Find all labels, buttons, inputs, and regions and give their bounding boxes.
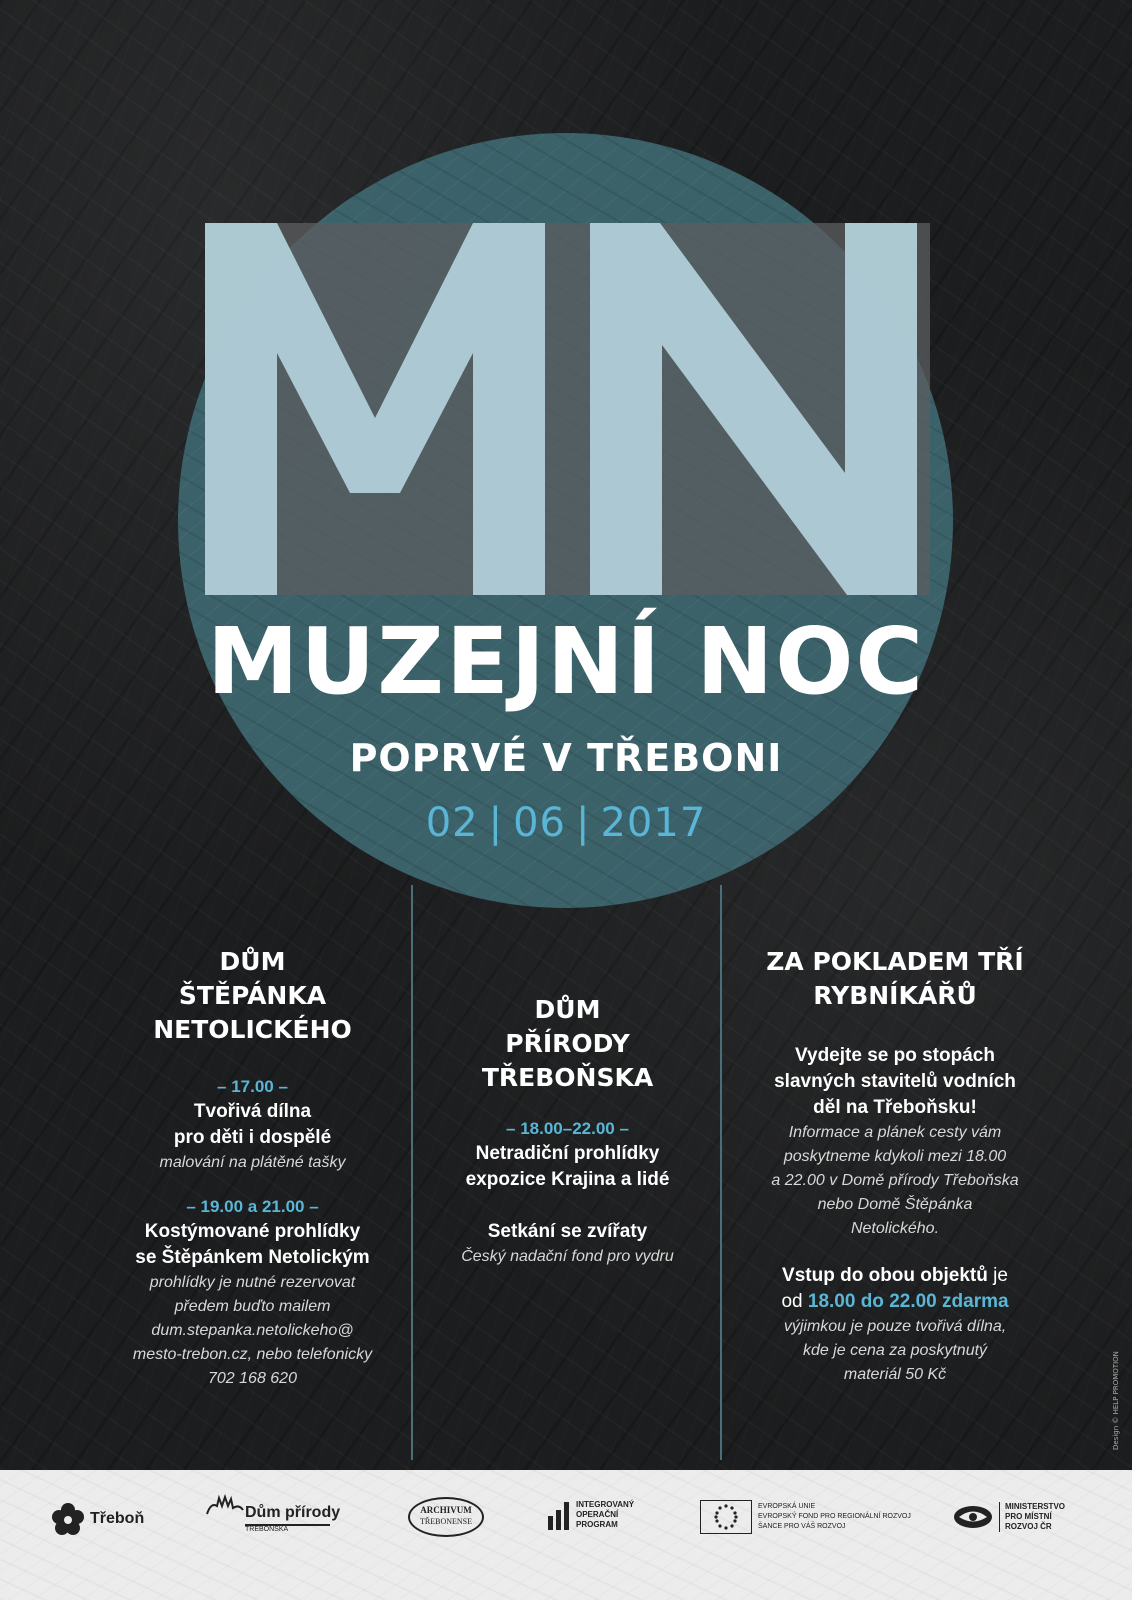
info-text: Informace a plánek cesty vám poskytneme kdykoli mezi 18.00 a 22.00 v Domě přírody Třeboňska nebo Domě Štěpánka Netolického.	[771, 1124, 1019, 1237]
eu-flag-icon	[700, 1500, 752, 1534]
mn-letters	[205, 223, 917, 595]
event-date: 02 | 06 | 2017	[425, 800, 707, 846]
hand-icon	[205, 1494, 245, 1516]
event-title: Setkání se zvířaty	[487, 1221, 648, 1242]
event-time: – 17.00 –	[217, 1077, 288, 1096]
date-month: 06	[513, 800, 566, 846]
logo-iop: INTEGROVANÝ OPERAČNÍ PROGRAM	[548, 1500, 634, 1530]
event-note: malování na plátěné tašky	[159, 1154, 346, 1171]
entry-note: výjimkou je pouze tvořivá dílna, kde je cena za poskytnutý materiál 50 Kč	[783, 1318, 1007, 1383]
bar-chart-icon	[548, 1500, 572, 1530]
event-title: Tvořivá dílna pro děti i dospělé	[173, 1101, 332, 1148]
entry-text: Vstup do obou objektů je od 18.00 do 22.00 zdarma	[781, 1265, 1009, 1312]
event-title: Kostýmované prohlídky se Štěpánkem Netolickým	[135, 1221, 370, 1268]
column-heading: DŮM PŘÍRODY TŘEBOŇSKA	[481, 995, 654, 1092]
logo-mmr: MINISTERSTVO PRO MÍSTNÍ ROZVOJ ČR	[953, 1502, 1065, 1532]
column-heading: ZA POKLADEM TŘÍ RYBNÍKÁŘŮ	[766, 947, 1024, 1010]
logo-trebon: Třeboň	[52, 1503, 144, 1535]
date-day: 02	[425, 800, 479, 846]
mmr-emblem-icon	[953, 1504, 993, 1530]
column-dum-prirody	[420, 993, 715, 1269]
trebon-rose-icon	[52, 1503, 84, 1535]
column-divider	[720, 885, 722, 1460]
event-title: Netradiční prohlídky expozice Krajina a lidé	[465, 1143, 670, 1190]
main-title: MUZEJNÍ NOC	[206, 608, 926, 715]
subtitle: POPRVÉ V TŘEBONI	[349, 736, 783, 780]
event-time: – 19.00 a 21.00 –	[186, 1197, 319, 1216]
column-dum-stepanka	[105, 945, 400, 1391]
event-time: – 18.00–22.00 –	[506, 1119, 629, 1138]
column-za-pokladem	[735, 945, 1055, 1387]
logo-eu: EVROPSKÁ UNIE EVROPSKÝ FOND PRO REGIONÁLNÍ ROZVOJ ŠANCE PRO VÁŠ ROZVOJ	[700, 1500, 911, 1534]
column-divider	[411, 885, 413, 1460]
footer-logo-bar	[0, 1470, 1132, 1600]
event-note: prohlídky je nutné rezervovat předem buďto mailem dum.stepanka.netolickeho@ mesto-trebon.cz, nebo telefonicky 702 168 620	[132, 1274, 373, 1387]
design-credit: Design © HELP PROMOTION	[1112, 1351, 1120, 1450]
lead-text: Vydejte se po stopách slavných stavitelů vodních děl na Třeboňsku!	[774, 1045, 1016, 1118]
column-heading: DŮM ŠTĚPÁNKA NETOLICKÉHO	[153, 947, 352, 1044]
event-note: Český nadační fond pro vydru	[461, 1248, 674, 1265]
mn-logo	[205, 223, 930, 595]
logo-archivum: ARCHIVUM TŘEBONENSE	[408, 1497, 484, 1537]
date-year: 2017	[600, 800, 707, 846]
